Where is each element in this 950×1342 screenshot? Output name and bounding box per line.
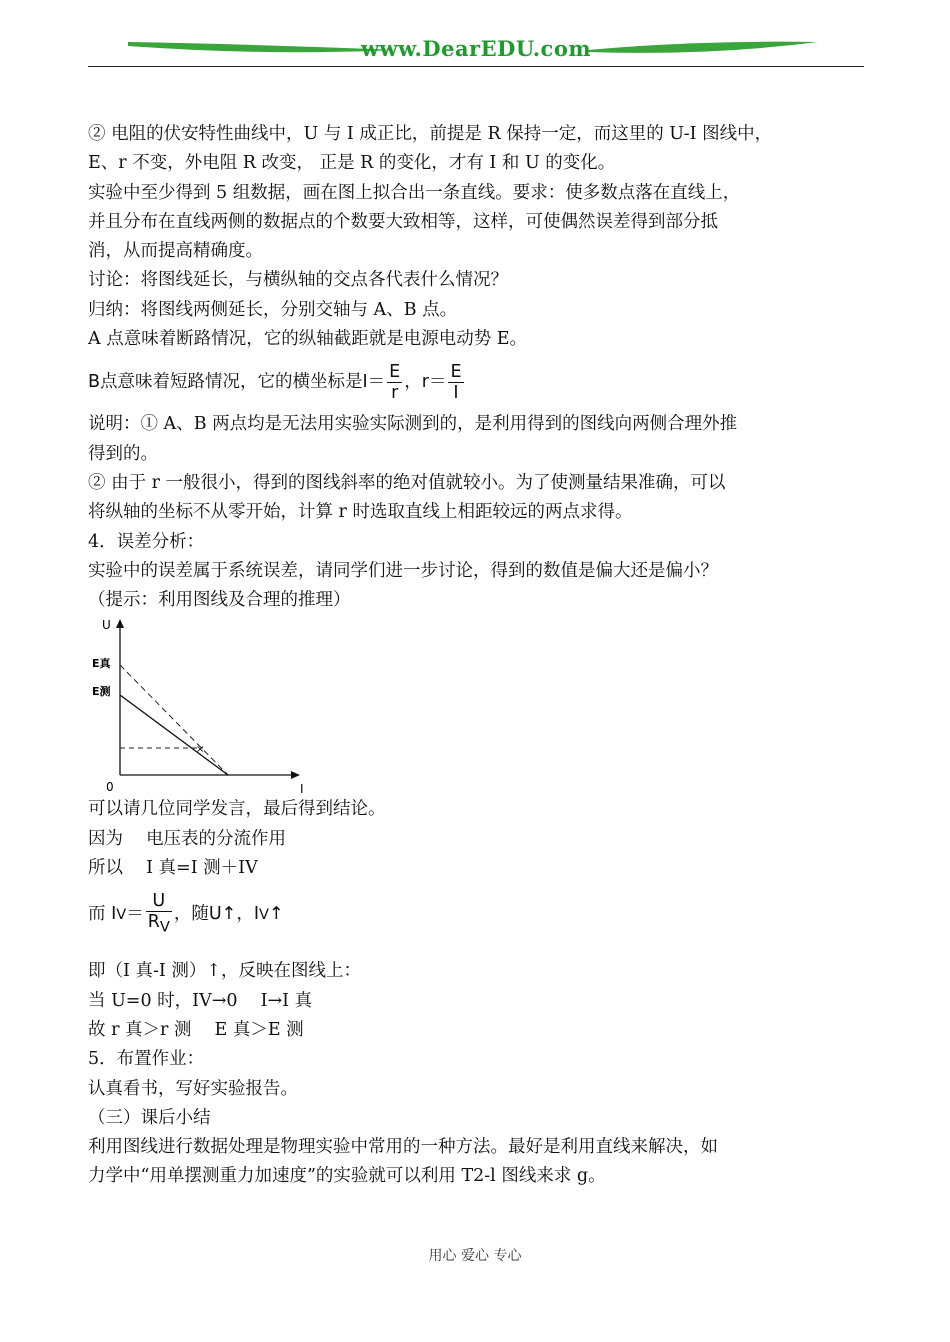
text-line: （三）课后小结 — [88, 1107, 211, 1128]
text-line: 讨论：将图线延长，与横纵轴的交点各代表什么情况？ — [88, 270, 508, 291]
measured-line — [120, 695, 228, 775]
text-line: 实验中至少得到 5 组数据，画在图上拟合出一条直线。要求：使多数点落在直线上， — [88, 182, 741, 203]
fraction-e-over-i: $\frac{E}{I}$ — [450, 361, 462, 403]
text-line: 可以请几位同学发言，最后得到结论。 — [88, 799, 386, 820]
page-header — [88, 30, 864, 70]
text-line: 因为 电压表的分流作用 — [88, 828, 287, 849]
svg-text:×: × — [196, 744, 205, 756]
document-body — [88, 120, 868, 1192]
page-footer: 用心 爱心 专心 — [428, 1248, 522, 1264]
text-line: 利用图线进行数据处理是物理实验中常用的一种方法。最好是利用直线来解决，如 — [88, 1137, 718, 1158]
text-line: 并且分布在直线两侧的数据点的个数要大致相等，这样，可使偶然误差得到部分抵 — [88, 211, 718, 232]
ui-graph — [88, 615, 318, 795]
short-circuit-formula: B点意味着短路情况，它的横坐标是I＝ $\frac{E}{r}$ ，r＝ $\frac{E}{I}$ — [88, 361, 462, 403]
e-true-label: E真 — [92, 657, 111, 671]
text-line: 消，从而提高精确度。 — [88, 241, 263, 262]
y-axis-label: U — [102, 618, 111, 633]
text-line: 5．布置作业： — [88, 1049, 205, 1070]
text-line: 即（I 真-I 测）↑，反映在图线上： — [88, 961, 362, 982]
origin-label: 0 — [106, 780, 114, 795]
text-line: E、r 不变，外电阻 R 改变， 正是 R 的变化，才有 I 和 U 的变化。 — [88, 153, 616, 174]
header-rule — [88, 66, 864, 67]
text-line: ② 电阻的伏安特性曲线中，U 与 I 成正比，前提是 R 保持一定，而这里的 U-I 图线中， — [88, 124, 773, 144]
text-line: 故 r 真＞r 测 E 真＞E 测 — [88, 1019, 304, 1040]
text-line: 力学中“用单摆测重力加速度”的实验就可以利用 T2-l 图线来求 g。 — [88, 1166, 606, 1187]
site-logo: www.DearEDU.com — [360, 36, 592, 61]
true-line — [120, 665, 228, 775]
text-line: 当 U=0 时，IV→0 I→I 真 — [88, 990, 313, 1011]
ui-graph-figure — [88, 615, 868, 795]
fraction-e-over-r: $\frac{E}{r}$ — [389, 361, 401, 403]
text-line: 所以 I 真=I 测＋IV — [88, 858, 258, 879]
text-line: 将纵轴的坐标不从零开始，计算 r 时选取直线上相距较远的两点求得。 — [88, 502, 633, 523]
text-line: 实验中的误差属于系统误差，请同学们进一步讨论，得到的数值是偏大还是偏小？ — [88, 560, 718, 581]
text-line: 认真看书，写好实验报告。 — [88, 1078, 298, 1099]
x-axis-label: I — [300, 782, 304, 796]
text-line: 得到的。 — [88, 443, 158, 464]
text-line: 4．误差分析： — [88, 531, 205, 552]
iv-formula: 而 I V ＝ $\frac{U}{R_V}$ ，随U↑，I V ↑ — [88, 891, 284, 936]
text-line: 归纳：将图线两侧延长，分别交轴与 A、B 点。 — [88, 299, 458, 320]
text-line: （提示：利用图线及合理的推理） — [88, 590, 351, 611]
text-line: A 点意味着断路情况，它的纵轴截距就是电源电动势 E。 — [88, 329, 528, 350]
fraction-u-over-rv: $\frac{U}{R_V}$ — [147, 891, 170, 936]
e-measured-label: E测 — [92, 685, 111, 699]
text-line: 说明：① A、B 两点均是无法用实验实际测到的，是利用得到的图线向两侧合理外推 — [88, 414, 738, 435]
text-line: ② 由于 r 一般很小，得到的图线斜率的绝对值就较小。为了使测量结果准确，可以 — [88, 472, 726, 493]
